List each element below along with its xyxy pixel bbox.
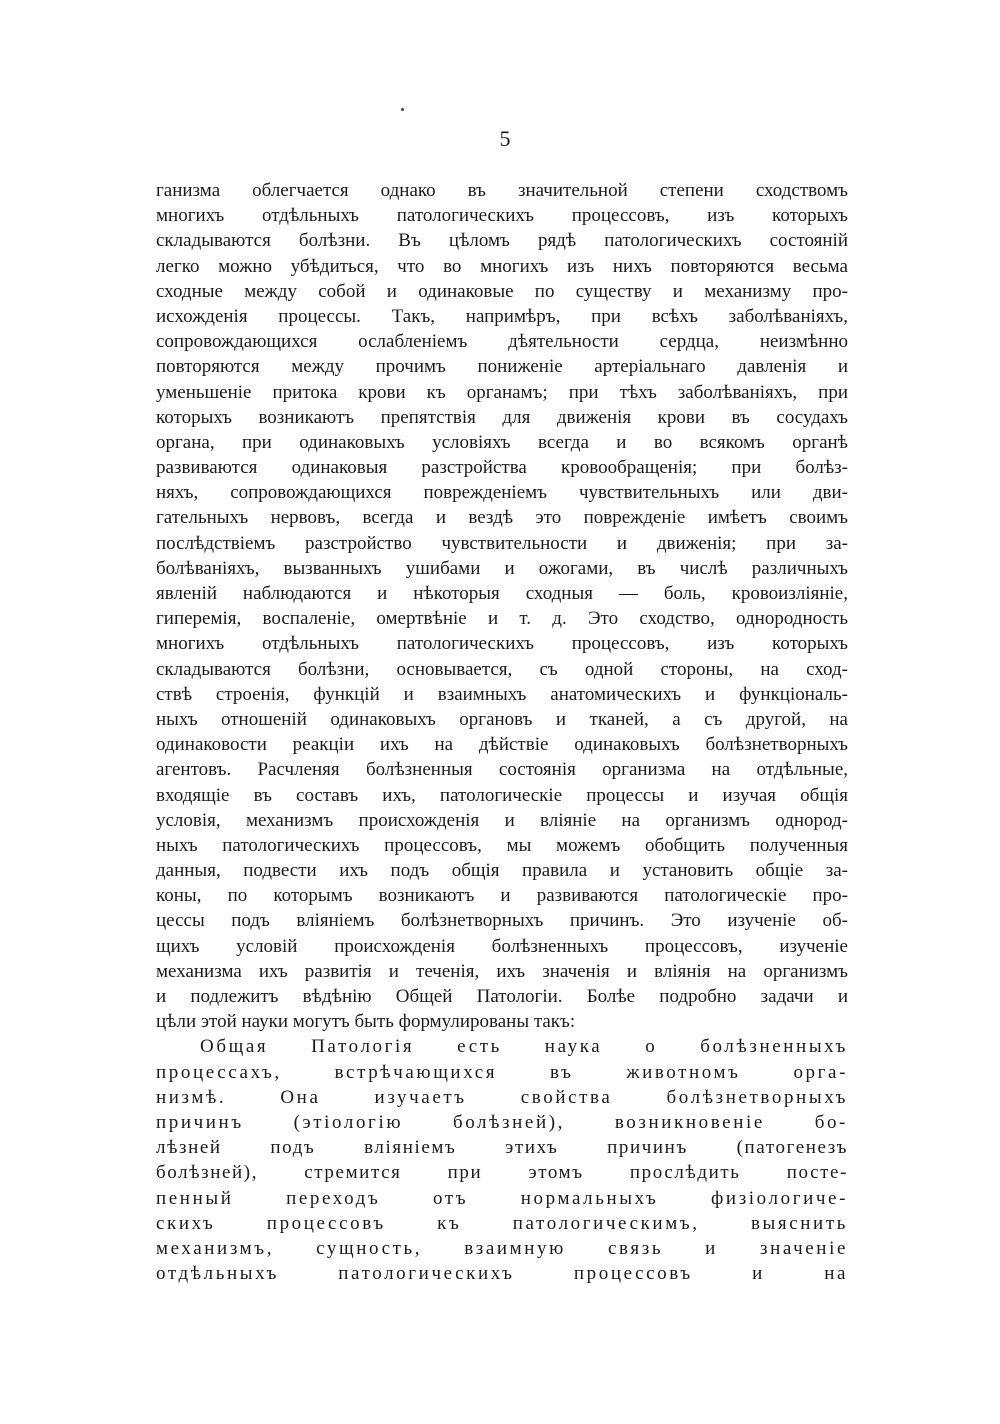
- text-line: причинъ (этіологію болѣзней), возникновеніе бо-: [156, 1111, 848, 1133]
- text-line: болѣзней), стремится при этомъ прослѣдить посте-: [156, 1162, 848, 1184]
- text-line: агентовъ. Расчленяя болѣзненныя состоянія организма на отдѣльные,: [156, 759, 848, 781]
- text-line: гательныхъ нервовъ, всегда и вездѣ это поврежденіе имѣетъ своимъ: [156, 507, 848, 529]
- page-number: 5: [499, 126, 511, 151]
- body-text: [156, 178, 848, 1286]
- text-line: коны, по которымъ возникаютъ и развиваются патологическіе про-: [156, 885, 848, 907]
- text-line: явленій наблюдаются и нѣкоторыя сходныя — боль, кровоизліяніе,: [156, 583, 848, 604]
- text-line: уменьшеніе притока крови къ органамъ; при тѣхъ заболѣваніяхъ, при: [156, 381, 848, 403]
- text-line: послѣдствіемъ разстройство чувствительности и движенія; при за-: [156, 532, 848, 554]
- text-line: отдѣльныхъ патологическихъ процессовъ и на: [156, 1263, 848, 1285]
- text-line: одинаковости реакціи ихъ на дѣйствіе одинаковыхъ болѣзнетворныхъ: [156, 734, 848, 756]
- text-line: многихъ отдѣльныхъ патологическихъ процессовъ, изъ которыхъ: [156, 205, 848, 227]
- paragraph-definition: [156, 1034, 848, 1286]
- text-line: Общая Патологія есть наука о болѣзненныхъ: [200, 1036, 848, 1058]
- text-line: лѣзней подъ вліяніемъ этихъ причинъ (патогенезъ: [156, 1137, 848, 1159]
- text-line: щихъ условій происхожденія болѣзненныхъ процессовъ, изученіе: [156, 935, 848, 957]
- text-line: сходные между собой и одинаковые по существу и механизму про-: [156, 280, 848, 302]
- text-line: цессы подъ вліяніемъ болѣзнетворныхъ причинъ. Это изученіе об-: [156, 910, 848, 932]
- text-line: скихъ процессовъ къ патологическимъ, выяснить: [156, 1212, 848, 1234]
- text-line: няхъ, сопровождающихся поврежденіемъ чувствительныхъ или дви-: [156, 482, 848, 504]
- text-line: процессахъ, встрѣчающихся въ животномъ орга-: [156, 1061, 848, 1083]
- text-line: механизма ихъ развитія и теченія, ихъ значенія и вліянія на организмъ: [156, 960, 848, 982]
- text-line: ствѣ строенія, функцій и взаимныхъ анатомическихъ и функціональ-: [156, 683, 848, 705]
- text-line: входящіе въ составъ ихъ, патологическіе процессы и изучая общія: [156, 784, 848, 806]
- text-line: и подлежитъ вѣдѣнію Общей Патологіи. Болѣе подробно задачи и: [156, 986, 848, 1007]
- text-line: ныхъ отношеній одинаковыхъ органовъ и тканей, а съ другой, на: [156, 708, 848, 730]
- text-line: сопровождающихся ослабленіемъ дѣятельности сердца, неизмѣнно: [156, 331, 848, 353]
- text-line: ганизма облегчается однако въ значительной степени сходствомъ: [156, 180, 848, 201]
- scan-speck: [401, 108, 404, 111]
- text-line: пенный переходъ отъ нормальныхъ физіологиче-: [156, 1187, 848, 1209]
- paragraph-main: [156, 178, 848, 1034]
- text-line: условія, механизмъ происхожденія и вліяніе на организмъ однород-: [156, 809, 848, 831]
- text-line: которыхъ возникаютъ препятствія для движенія крови въ сосудахъ: [156, 406, 848, 428]
- text-line: органа, при одинаковыхъ условіяхъ всегда и во всякомъ органѣ: [156, 431, 848, 453]
- text-line: гиперемія, воспаленіе, омертвѣніе и т. д. Это сходство, однородность: [156, 608, 848, 630]
- text-line: болѣваніяхъ, вызванныхъ ушибами и ожогами, въ числѣ различныхъ: [156, 557, 848, 579]
- text-line: развиваются одинаковыя разстройства кровообращенія; при болѣз-: [156, 457, 848, 479]
- text-line: складываются болѣзни. Въ цѣломъ рядѣ патологическихъ состояній: [156, 230, 848, 252]
- text-line: исхожденія процессы. Такъ, напримѣръ, при всѣхъ заболѣваніяхъ,: [156, 305, 848, 327]
- text-line: данныя, подвести ихъ подъ общія правила и установить общіе за-: [156, 860, 848, 882]
- text-line: ныхъ патологическихъ процессовъ, мы можемъ обобщить полученныя: [156, 834, 848, 856]
- text-line: повторяются между прочимъ пониженіе артеріальнаго давленія и: [156, 356, 848, 378]
- text-line: низмѣ. Она изучаетъ свойства болѣзнетворныхъ: [156, 1086, 848, 1108]
- text-line: многихъ отдѣльныхъ патологическихъ процессовъ, изъ которыхъ: [156, 633, 848, 655]
- text-line: складываются болѣзни, основывается, съ одной стороны, на сход-: [156, 658, 848, 680]
- text-line: механизмъ, сущность, взаимную связь и значеніе: [156, 1237, 848, 1259]
- text-line: цѣли этой науки могутъ быть формулированы такъ:: [156, 1011, 576, 1033]
- text-line: легко можно убѣдиться, что во многихъ изъ нихъ повторяются весьма: [156, 255, 848, 277]
